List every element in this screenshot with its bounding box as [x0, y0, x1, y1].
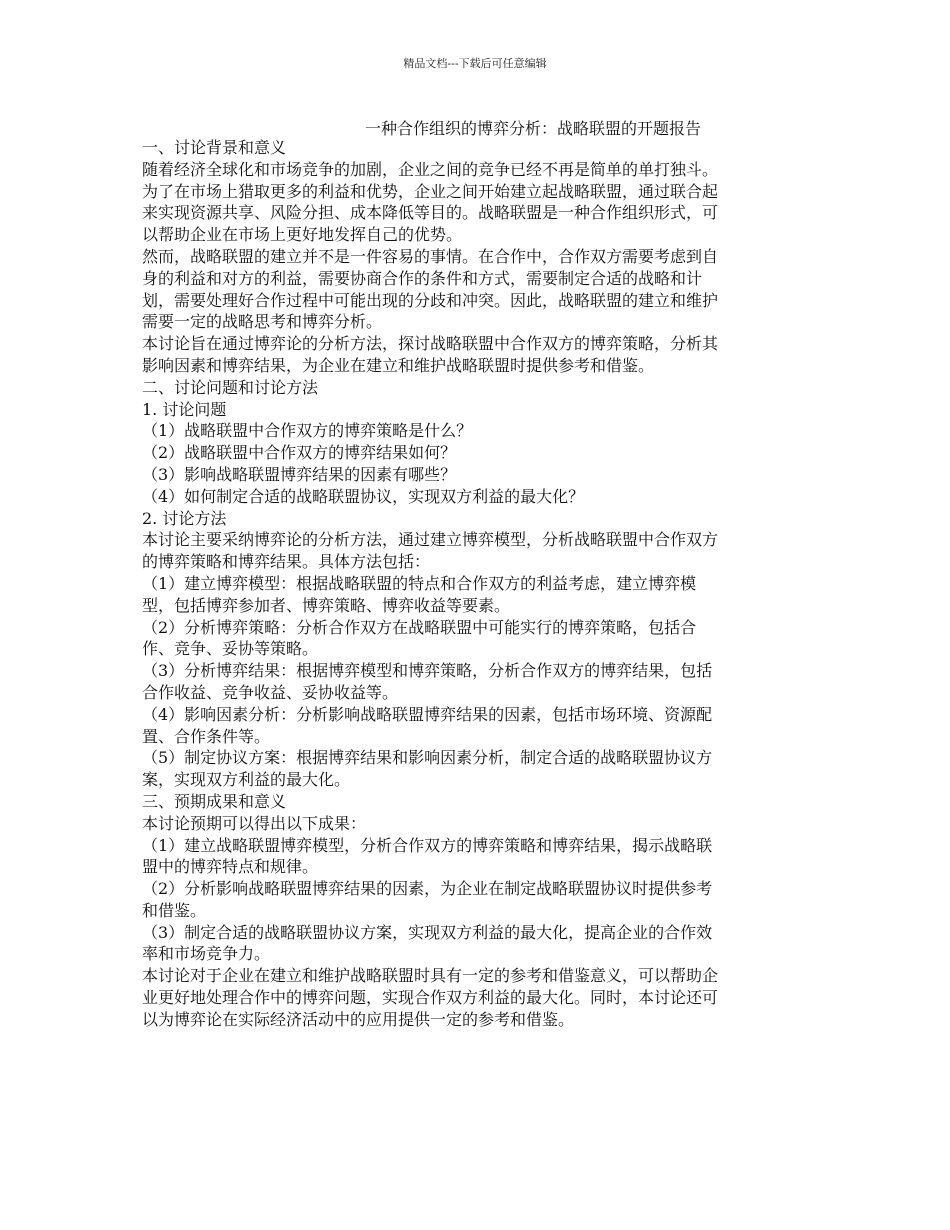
- body-line: 案，实现双方利益的最大化。: [142, 770, 351, 790]
- body-line: 率和市场竞争力。: [142, 944, 271, 964]
- body-line: 的博弈策略和博弈结果。具体方法包括：: [142, 552, 431, 572]
- body-line: （1）建立博弈模型：根据战略联盟的特点和合作双方的利益考虑，建立博弈模: [142, 573, 697, 593]
- body-line: 需要一定的战略思考和博弈分析。: [142, 312, 383, 332]
- body-line: （1）战略联盟中合作双方的博弈策略是什么？: [142, 421, 473, 441]
- document-title: 一种合作组织的博弈分析：战略联盟的开题报告: [365, 119, 702, 138]
- body-line: 划，需要处理好合作过程中可能出现的分歧和冲突。因此，战略联盟的建立和维护: [142, 290, 719, 310]
- body-line: （5）制定协议方案：根据博弈结果和影响因素分析，制定合适的战略联盟协议方: [142, 748, 713, 768]
- body-line: 本讨论预期可以得出以下成果：: [142, 813, 367, 833]
- body-line: 和借鉴。: [142, 900, 207, 920]
- body-line: 随着经济全球化和市场竞争的加剧，企业之间的竞争已经不再是简单的单打独斗。: [142, 159, 719, 179]
- body-line: 盟中的博弈特点和规律。: [142, 857, 319, 877]
- body-line: （2）分析影响战略联盟博弈结果的因素，为企业在制定战略联盟协议时提供参考: [142, 879, 713, 899]
- body-line: 为了在市场上猎取更多的利益和优势，企业之间开始建立起战略联盟，通过联合起: [142, 181, 719, 201]
- header-note: 精品文档---下载后可任意编辑: [403, 57, 547, 70]
- body-line: 以帮助企业在市场上更好地发挥自己的优势。: [142, 225, 463, 245]
- body-line: 以为博弈论在实际经济活动中的应用提供一定的参考和借鉴。: [142, 1009, 575, 1029]
- body-line: 本讨论旨在通过博弈论的分析方法，探讨战略联盟中合作双方的博弈策略，分析其: [142, 334, 719, 354]
- body-line: 本讨论主要采纳博弈论的分析方法，通过建立博弈模型，分析战略联盟中合作双方: [142, 530, 719, 550]
- body-line: 一、讨论背景和意义: [142, 138, 287, 157]
- body-line: 影响因素和博弈结果，为企业在建立和维护战略联盟时提供参考和借鉴。: [142, 355, 655, 375]
- document-body: [142, 137, 822, 1031]
- body-line: 业更好地处理合作中的博弈问题，实现合作双方利益的最大化。同时，本讨论还可: [142, 988, 719, 1008]
- body-line: （4）如何制定合适的战略联盟协议，实现双方利益的最大化？: [142, 486, 585, 506]
- body-line: （3）影响战略联盟博弈结果的因素有哪些？: [142, 464, 457, 484]
- body-line: 二、讨论问题和讨论方法: [142, 377, 319, 397]
- body-line: （4）影响因素分析：分析影响战略联盟博弈结果的因素，包括市场环境、资源配: [142, 704, 713, 724]
- body-line: 置、合作条件等。: [142, 726, 271, 746]
- body-line: 身的利益和对方的利益，需要协商合作的条件和方式，需要制定合适的战略和计: [142, 268, 703, 288]
- body-line: 1. 讨论问题: [142, 399, 227, 419]
- body-line: 本讨论对于企业在建立和维护战略联盟时具有一定的参考和借鉴意义，可以帮助企: [142, 966, 719, 986]
- body-line: （2）战略联盟中合作双方的博弈结果如何？: [142, 443, 457, 463]
- body-line: 合作收益、竞争收益、妥协收益等。: [142, 682, 399, 702]
- body-line: （1）建立战略联盟博弈模型，分析合作双方的博弈策略和博弈结果，揭示战略联: [142, 835, 713, 855]
- body-line: 三、预期成果和意义: [142, 791, 287, 811]
- body-line: 型，包括博弈参加者、博弈策略、博弈收益等要素。: [142, 595, 511, 615]
- body-line: 然而，战略联盟的建立并不是一件容易的事情。在合作中，合作双方需要考虑到自: [142, 246, 719, 266]
- body-line: 来实现资源共享、风险分担、成本降低等目的。战略联盟是一种合作组织形式，可: [142, 203, 719, 223]
- body-line: （3）制定合适的战略联盟协议方案，实现双方利益的最大化，提高企业的合作效: [142, 922, 713, 942]
- body-line: （3）分析博弈结果：根据博弈模型和博弈策略，分析合作双方的博弈结果，包括: [142, 661, 713, 681]
- body-line: （2）分析博弈策略：分析合作双方在战略联盟中可能实行的博弈策略，包括合: [142, 617, 697, 637]
- body-line: 作、竞争、妥协等策略。: [142, 639, 319, 659]
- body-line: 2. 讨论方法: [142, 508, 227, 528]
